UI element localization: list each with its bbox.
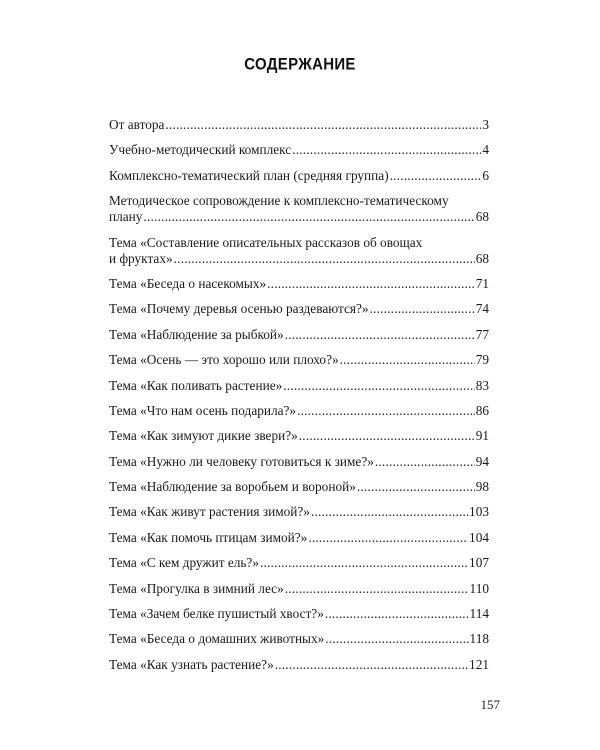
- toc-entry-title: и фруктах»: [109, 250, 173, 266]
- toc-entry-title: Тема «Почему деревья осенью раздеваются?»: [109, 301, 369, 317]
- toc-entry-page: 74: [475, 301, 489, 317]
- toc-leader-dots: [390, 168, 482, 184]
- toc-entry: [109, 378, 489, 394]
- page-number: 157: [480, 697, 500, 712]
- toc-leader-dots: [174, 251, 475, 267]
- toc-entry-page: 114: [469, 606, 489, 622]
- toc-entry-title: Тема «Осень — это хорошо или плохо?»: [109, 352, 339, 368]
- toc-entry-page: 4: [482, 142, 489, 158]
- toc-entry-title: Тема «Прогулка в зимний лес»: [109, 580, 284, 596]
- toc-entry-page: 110: [469, 580, 489, 596]
- toc-leader-dots: [143, 209, 474, 225]
- toc-entry-page: 104: [469, 529, 489, 545]
- toc-entry: [109, 235, 489, 267]
- toc-leader-dots: [285, 327, 475, 343]
- toc-entry: [109, 454, 489, 470]
- toc-entry: [109, 631, 489, 647]
- toc-entry-page: 3: [482, 117, 489, 132]
- toc-entry-page: 86: [475, 402, 489, 418]
- toc-entry-title: Тема «С кем дружит ель?»: [109, 555, 259, 571]
- toc-entry: [109, 168, 489, 184]
- toc-leader-dots: [283, 378, 474, 394]
- toc-leader-dots: [325, 606, 469, 622]
- toc-leader-dots: [267, 276, 475, 292]
- toc-entry: [109, 193, 489, 225]
- toc-leader-dots: [311, 504, 468, 520]
- toc-leader-dots: [308, 530, 468, 546]
- toc-entry: [109, 581, 489, 597]
- toc-entry-page: 103: [469, 504, 489, 520]
- toc-entry-title: Тема «Нужно ли человеку готовиться к зиме?»: [109, 453, 374, 469]
- toc-leader-dots: [297, 403, 475, 419]
- toc-entry: [109, 530, 489, 546]
- toc-entry: [109, 301, 489, 317]
- toc-entry: [109, 555, 489, 571]
- toc-entry-title: Тема «Наблюдение за рыбкой»: [109, 326, 284, 342]
- toc-entry-page: 98: [475, 479, 489, 495]
- toc-entry-page: 6: [482, 167, 489, 183]
- toc-entry: [109, 657, 489, 673]
- toc-entry: [109, 352, 489, 368]
- page-title: СОДЕРЖАНИЕ: [244, 55, 356, 74]
- toc-leader-dots: [165, 117, 481, 133]
- toc-entry-page: 68: [475, 209, 489, 225]
- toc-entry: [109, 504, 489, 520]
- toc-entry-title: Тема «Как зимуют дикие звери?»: [109, 428, 298, 444]
- toc-entry-page: 121: [469, 656, 489, 672]
- toc-leader-dots: [260, 555, 468, 571]
- toc-entry: [109, 276, 489, 292]
- toc-entry-page: 118: [469, 631, 489, 647]
- toc-entry-title: Тема «Что нам осень подарила?»: [109, 402, 297, 418]
- toc-leader-dots: [370, 301, 475, 317]
- toc-entry-title: Тема «Зачем белке пушистый хвост?»: [109, 606, 324, 622]
- toc-entry-title: Тема «Как узнать растение?»: [109, 656, 274, 672]
- toc-entry: [109, 327, 489, 343]
- toc-entry-title: Учебно-методический комплекс: [109, 142, 292, 158]
- toc-entry-page: 91: [475, 428, 489, 444]
- toc-entry-title: Тема «Как помочь птицам зимой?»: [109, 529, 308, 545]
- toc-entry-title: Тема «Беседа о домашних животных»: [109, 631, 325, 647]
- toc-leader-dots: [285, 581, 469, 597]
- toc-entry-title: Комплексно-тематический план (средняя группа): [109, 167, 389, 183]
- toc-entry-title-line1: Методическое сопровождение к комплексно-тематическому: [109, 193, 449, 209]
- toc-entry-title: плану: [109, 209, 143, 225]
- toc-entry: [109, 403, 489, 419]
- table-of-contents: [109, 117, 489, 682]
- toc-leader-dots: [357, 479, 475, 495]
- toc-leader-dots: [292, 142, 481, 158]
- toc-entry: [109, 142, 489, 158]
- toc-entry: [109, 606, 489, 622]
- toc-entry-title: Тема «Наблюдение за воробьем и вороной»: [109, 479, 356, 495]
- toc-entry-page: 94: [475, 453, 489, 469]
- toc-entry-title-line1: Тема «Составление описательных рассказов об овощах: [109, 234, 423, 250]
- toc-entry-page: 71: [475, 275, 489, 291]
- toc-entry-page: 83: [475, 377, 489, 393]
- toc-entry-title: Тема «Беседа о насекомых»: [109, 275, 267, 291]
- toc-entry-page: 107: [469, 555, 489, 571]
- toc-leader-dots: [375, 454, 475, 470]
- toc-entry-title: Тема «Как живут растения зимой?»: [109, 504, 310, 520]
- toc-entry: [109, 479, 489, 495]
- toc-leader-dots: [325, 631, 468, 647]
- toc-entry-page: 77: [475, 326, 489, 342]
- toc-leader-dots: [275, 657, 468, 673]
- toc-entry: [109, 117, 489, 133]
- toc-entry-title: От автора: [109, 117, 165, 132]
- toc-leader-dots: [340, 352, 475, 368]
- toc-entry: [109, 428, 489, 444]
- toc-entry-page: 79: [475, 352, 489, 368]
- toc-entry-page: 68: [475, 250, 489, 266]
- toc-entry-title: Тема «Как поливать растение»: [109, 377, 283, 393]
- toc-leader-dots: [299, 428, 475, 444]
